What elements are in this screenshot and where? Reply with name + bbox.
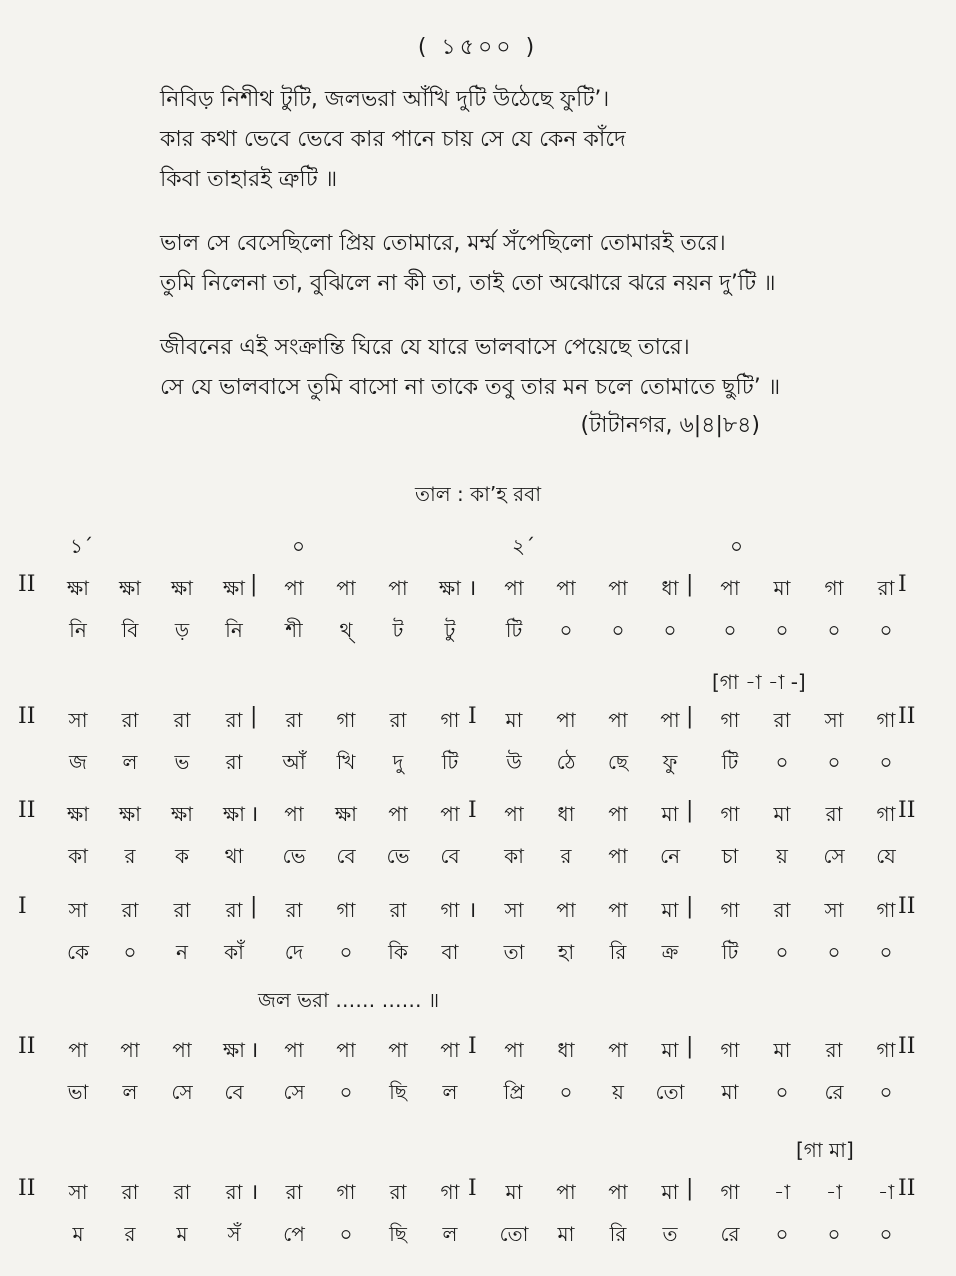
lyric-syllable: কা (504, 844, 524, 868)
lyric-syllable: বে (224, 1080, 244, 1104)
swara-note: গা (876, 708, 896, 732)
lyric-syllable: ফু (662, 750, 678, 774)
lyric-syllable: নে (659, 844, 681, 868)
swara-note: পা (388, 802, 408, 826)
bar-line-right: II (898, 1176, 916, 1201)
lyric-syllable: ০ (339, 1080, 353, 1104)
lyric-syllable: ভে (386, 844, 410, 868)
swara-note: ক্ষা (334, 802, 357, 826)
lyric-syllable: পা (608, 844, 628, 868)
notation-row (0, 882, 956, 972)
lyric-syllable: নি (225, 618, 243, 642)
beat-divider: | (250, 894, 258, 919)
lyric-syllable: ম (72, 1222, 84, 1246)
lyric-syllable: বে (336, 844, 356, 868)
beat-divider: | (686, 704, 694, 729)
swara-note: পা (556, 898, 576, 922)
swara-note: গা (720, 1038, 740, 1062)
lyric-syllable: সে (823, 844, 845, 868)
lyric-syllable: রে (720, 1222, 740, 1246)
swara-note: পা (720, 576, 740, 600)
swara-note: গা (440, 1180, 460, 1204)
lyric-syllable: দে (284, 940, 304, 964)
lyric-syllable: ০ (827, 940, 841, 964)
swara-note: -া (825, 1180, 843, 1204)
swara-note: গা (876, 898, 896, 922)
lyric-syllable: সে (171, 1080, 193, 1104)
lyric-syllable: ০ (879, 1222, 893, 1246)
swara-note: গা (824, 576, 844, 600)
swara-note: পা (336, 576, 356, 600)
lyric-syllable: কে (66, 940, 90, 964)
swara-note: মা (505, 708, 523, 732)
bar-line-left: II (18, 572, 36, 597)
lyric-syllable: ম (176, 1222, 188, 1246)
lyric-syllable: ০ (775, 618, 789, 642)
beat-mark: ০ (730, 534, 744, 558)
lyric-syllable: শী (285, 618, 303, 642)
swara-note: গা (720, 898, 740, 922)
lyric-syllable: ০ (339, 940, 353, 964)
lyric-syllable: ছি (389, 1222, 407, 1246)
page-number: ( ১৫০০ ) (417, 35, 539, 60)
swara-note: রা (225, 898, 243, 922)
swara-note: -া (877, 1180, 895, 1204)
beat-divider: | (250, 572, 258, 597)
lyric-syllable: তো (655, 1080, 685, 1104)
lyric-syllable: দু (392, 750, 404, 774)
lyric-syllable: ০ (611, 618, 625, 642)
swara-note: গা (336, 708, 356, 732)
lyric-syllable: ০ (775, 1222, 789, 1246)
beat-divider: । (250, 802, 259, 827)
swara-note: রা (173, 1180, 191, 1204)
beat-divider: I (468, 798, 477, 823)
lyric-syllable: ন (176, 940, 188, 964)
swara-note: রা (285, 708, 303, 732)
lyric-line: সে যে ভালবাসে তুমি বাসো না তাকে তবু তার মন চলে তোমাতে ছুটি’ ॥ (160, 375, 781, 400)
beat-mark: ০ (292, 534, 306, 558)
swara-note: পা (388, 1038, 408, 1062)
lyric-syllable: ভে (282, 844, 306, 868)
bracket-note: [গা -া -া -] (712, 670, 806, 694)
swara-note: ক্ষা (66, 576, 89, 600)
lyric-syllable: কাঁ (224, 940, 244, 964)
swara-note: রা (389, 1180, 407, 1204)
lyric-syllable: ল (442, 1222, 458, 1246)
lyric-syllable: টি (721, 750, 739, 774)
refrain-marker: জল ভরা …… …… ॥ (258, 988, 440, 1012)
swara-note: পা (660, 708, 680, 732)
swara-note: মা (661, 802, 679, 826)
lyric-syllable: উ (506, 750, 522, 774)
swara-note: মা (773, 802, 791, 826)
swara-note: পা (608, 898, 628, 922)
bar-line-left: II (18, 704, 36, 729)
bar-line-left: II (18, 798, 36, 823)
lyric-syllable: ল (122, 750, 138, 774)
swara-note: সা (824, 708, 844, 732)
lyric-syllable: র (124, 1222, 136, 1246)
lyric-syllable: ক (175, 844, 189, 868)
lyric-syllable: জ (69, 750, 87, 774)
swara-note: রা (173, 898, 191, 922)
stanza-3 (160, 328, 920, 408)
swara-note: গা (336, 1180, 356, 1204)
lyric-syllable: ০ (879, 750, 893, 774)
place-date-signature: (টাটানগর, ৬|৪|৮৪) (580, 413, 760, 438)
lyric-syllable: সঁ (227, 1222, 241, 1246)
lyric-syllable: খি (336, 750, 356, 774)
swara-note: সা (824, 898, 844, 922)
lyric-syllable: প্রি (503, 1080, 525, 1104)
swara-note: গা (440, 708, 460, 732)
lyric-syllable: টি (441, 750, 459, 774)
song-lyrics (160, 80, 920, 432)
lyric-syllable: ০ (559, 1080, 573, 1104)
swara-note: ক্ষা (118, 576, 141, 600)
beat-divider: I (468, 704, 477, 729)
swara-note: পা (608, 708, 628, 732)
swara-note: গা (720, 802, 740, 826)
swara-note: রা (773, 898, 791, 922)
notation-row (0, 1164, 956, 1254)
lyric-syllable: চা (721, 844, 739, 868)
lyric-syllable: তো (499, 1222, 529, 1246)
lyric-syllable: তা (503, 940, 525, 964)
lyric-line: কার কথা ভেবে ভেবে কার পানে চায় সে যে কেন কাঁদে (160, 127, 626, 152)
notation-row (0, 1022, 956, 1112)
swara-note: মা (773, 1038, 791, 1062)
swara-note: ক্ষা (222, 576, 245, 600)
lyric-line: নিবিড় নিশীথ টুটি, জলভরা আঁখি দুটি উঠেছে ফুটি’। (160, 87, 610, 112)
lyric-syllable: ০ (775, 940, 789, 964)
lyric-syllable: ছে (607, 750, 629, 774)
swara-note: পা (504, 576, 524, 600)
tala-title: তাল : কা’হ রবা (414, 482, 542, 506)
beat-divider: । (468, 898, 477, 923)
lyric-syllable: রি (609, 1222, 627, 1246)
lyric-syllable: ক্র (661, 940, 679, 964)
swara-note: পা (556, 576, 576, 600)
lyric-syllable: ঠে (556, 750, 576, 774)
swara-note: মা (505, 1180, 523, 1204)
lyric-syllable: টি (505, 618, 523, 642)
lyric-syllable: র (560, 844, 572, 868)
swara-note: রা (173, 708, 191, 732)
beat-marks (0, 532, 956, 562)
swara-note: রা (285, 1180, 303, 1204)
swara-note: রা (121, 1180, 139, 1204)
beat-divider: | (686, 894, 694, 919)
lyric-syllable: রা (225, 750, 243, 774)
lyric-syllable: বে (440, 844, 460, 868)
lyric-syllable: ছি (389, 1080, 407, 1104)
swara-note: পা (556, 1180, 576, 1204)
lyric-syllable: ট (392, 618, 404, 642)
swara-note: ক্ষা (118, 802, 141, 826)
swara-note: পা (608, 576, 628, 600)
lyric-syllable: ০ (339, 1222, 353, 1246)
swara-note: গা (336, 898, 356, 922)
lyric-syllable: ০ (123, 940, 137, 964)
swara-note: রা (285, 898, 303, 922)
lyric-syllable: হা (557, 940, 575, 964)
swara-note: পা (608, 802, 628, 826)
lyric-syllable: যে (876, 844, 896, 868)
lyric-line: ভাল সে বেসেছিলো প্রিয় তোমারে, মর্ম্ম সঁপেছিলো তোমারই তরে। (160, 231, 726, 256)
swara-note: মা (773, 576, 791, 600)
swara-note: গা (720, 708, 740, 732)
swara-note: রা (773, 708, 791, 732)
beat-divider: । (250, 1038, 259, 1063)
lyric-syllable: পে (283, 1222, 305, 1246)
beat-mark: ২´ (512, 534, 536, 558)
swara-note: গা (440, 898, 460, 922)
lyric-syllable: মা (721, 1080, 739, 1104)
swara-note: রা (225, 1180, 243, 1204)
swara-note: ক্ষা (438, 576, 461, 600)
lyric-syllable: ল (122, 1080, 138, 1104)
notation-row (0, 560, 956, 650)
lyric-syllable: টি (721, 940, 739, 964)
lyric-syllable: ০ (879, 618, 893, 642)
swara-note: পা (504, 1038, 524, 1062)
bar-line-right: II (898, 1034, 916, 1059)
swara-note: রা (825, 1038, 843, 1062)
lyric-syllable: ০ (827, 618, 841, 642)
swara-note: গা (720, 1180, 740, 1204)
lyric-syllable: আঁ (282, 750, 306, 774)
lyric-syllable: ০ (723, 618, 737, 642)
swara-note: পা (284, 802, 304, 826)
swara-note: সা (68, 898, 88, 922)
lyric-syllable: বি (121, 618, 139, 642)
lyric-syllable: ০ (663, 618, 677, 642)
swara-note: রা (121, 708, 139, 732)
lyric-syllable: ০ (559, 618, 573, 642)
lyric-syllable: থ্ (339, 618, 353, 642)
swara-note: পা (556, 708, 576, 732)
lyric-line: জীবনের এই সংক্রান্তি ঘিরে যে যারে ভালবাসে পেয়েছে তারে। (160, 335, 690, 360)
notation-row (0, 786, 956, 876)
swara-note: ধা (557, 1038, 575, 1062)
bar-line-left: II (18, 1176, 36, 1201)
beat-divider: | (686, 572, 694, 597)
lyric-syllable: ত (662, 1222, 678, 1246)
stanza-1 (160, 80, 920, 200)
swara-note: পা (608, 1038, 628, 1062)
swara-note: পা (504, 802, 524, 826)
lyric-syllable: ড় (174, 618, 190, 642)
swara-note: ক্ষা (170, 802, 193, 826)
swara-note: সা (68, 708, 88, 732)
swara-note: মা (661, 1180, 679, 1204)
lyric-syllable: য় (776, 844, 788, 868)
lyric-syllable: ০ (775, 750, 789, 774)
lyric-syllable: র (124, 844, 136, 868)
beat-divider: | (686, 1176, 694, 1201)
notation-row (0, 692, 956, 782)
lyric-syllable: মা (557, 1222, 575, 1246)
lyric-line: তুমি নিলেনা তা, বুঝিলে না কী তা, তাই তো অঝোরে ঝরে নয়ন দু’টি ॥ (160, 271, 776, 296)
swara-note: পা (284, 1038, 304, 1062)
beat-divider: I (468, 1176, 477, 1201)
swara-note: পা (336, 1038, 356, 1062)
swara-note: -া (773, 1180, 791, 1204)
bar-line-right: II (898, 704, 916, 729)
swara-note: পা (284, 576, 304, 600)
bracket-note: [গা মা] (796, 1138, 854, 1162)
lyric-syllable: ০ (827, 1222, 841, 1246)
bar-line-left: II (18, 1034, 36, 1059)
swara-note: পা (172, 1038, 192, 1062)
lyric-syllable: ০ (879, 1080, 893, 1104)
swara-note: সা (68, 1180, 88, 1204)
lyric-syllable: ভা (67, 1080, 89, 1104)
lyric-syllable: ল (442, 1080, 458, 1104)
swara-note: রা (877, 576, 895, 600)
lyric-syllable: কি (388, 940, 408, 964)
lyric-syllable: ভ (174, 750, 190, 774)
lyric-line: কিবা তাহারই ত্রুটি ॥ (160, 167, 338, 192)
lyric-syllable: রে (824, 1080, 844, 1104)
bar-line-right: II (898, 894, 916, 919)
swara-note: পা (440, 1038, 460, 1062)
bar-line-right: II (898, 798, 916, 823)
swara-note: ক্ষা (222, 1038, 245, 1062)
swara-note: রা (825, 802, 843, 826)
beat-divider: | (250, 704, 258, 729)
beat-divider: | (686, 1034, 694, 1059)
lyric-syllable: ০ (879, 940, 893, 964)
swara-note: রা (389, 898, 407, 922)
beat-divider: । (250, 1180, 259, 1205)
lyric-syllable: টু (444, 618, 456, 642)
lyric-syllable: ০ (827, 750, 841, 774)
lyric-syllable: কা (68, 844, 88, 868)
swara-note: পা (440, 802, 460, 826)
swara-note: রা (121, 898, 139, 922)
beat-divider: I (468, 1034, 477, 1059)
swara-note: পা (608, 1180, 628, 1204)
swara-note: ক্ষা (66, 802, 89, 826)
lyric-syllable: থা (224, 844, 244, 868)
bar-line-left: I (18, 894, 27, 919)
swara-note: ধা (661, 576, 679, 600)
swara-note: ধা (557, 802, 575, 826)
lyric-syllable: সে (283, 1080, 305, 1104)
swara-note: পা (120, 1038, 140, 1062)
lyric-syllable: রি (609, 940, 627, 964)
lyric-syllable: বা (441, 940, 459, 964)
swara-note: সা (504, 898, 524, 922)
swara-note: রা (389, 708, 407, 732)
lyric-syllable: য় (612, 1080, 624, 1104)
beat-divider: | (686, 798, 694, 823)
swara-note: পা (68, 1038, 88, 1062)
lyric-syllable: ০ (775, 1080, 789, 1104)
swara-note: মা (661, 898, 679, 922)
stanza-2 (160, 224, 920, 304)
lyric-syllable: নি (69, 618, 87, 642)
beat-divider: । (468, 576, 477, 601)
swara-note: গা (876, 1038, 896, 1062)
swara-note: গা (876, 802, 896, 826)
swara-note: রা (225, 708, 243, 732)
swara-note: ক্ষা (170, 576, 193, 600)
swara-note: ক্ষা (222, 802, 245, 826)
bar-line-right: I (898, 572, 907, 597)
swara-note: পা (388, 576, 408, 600)
swara-note: মা (661, 1038, 679, 1062)
beat-mark: ১´ (70, 534, 93, 558)
